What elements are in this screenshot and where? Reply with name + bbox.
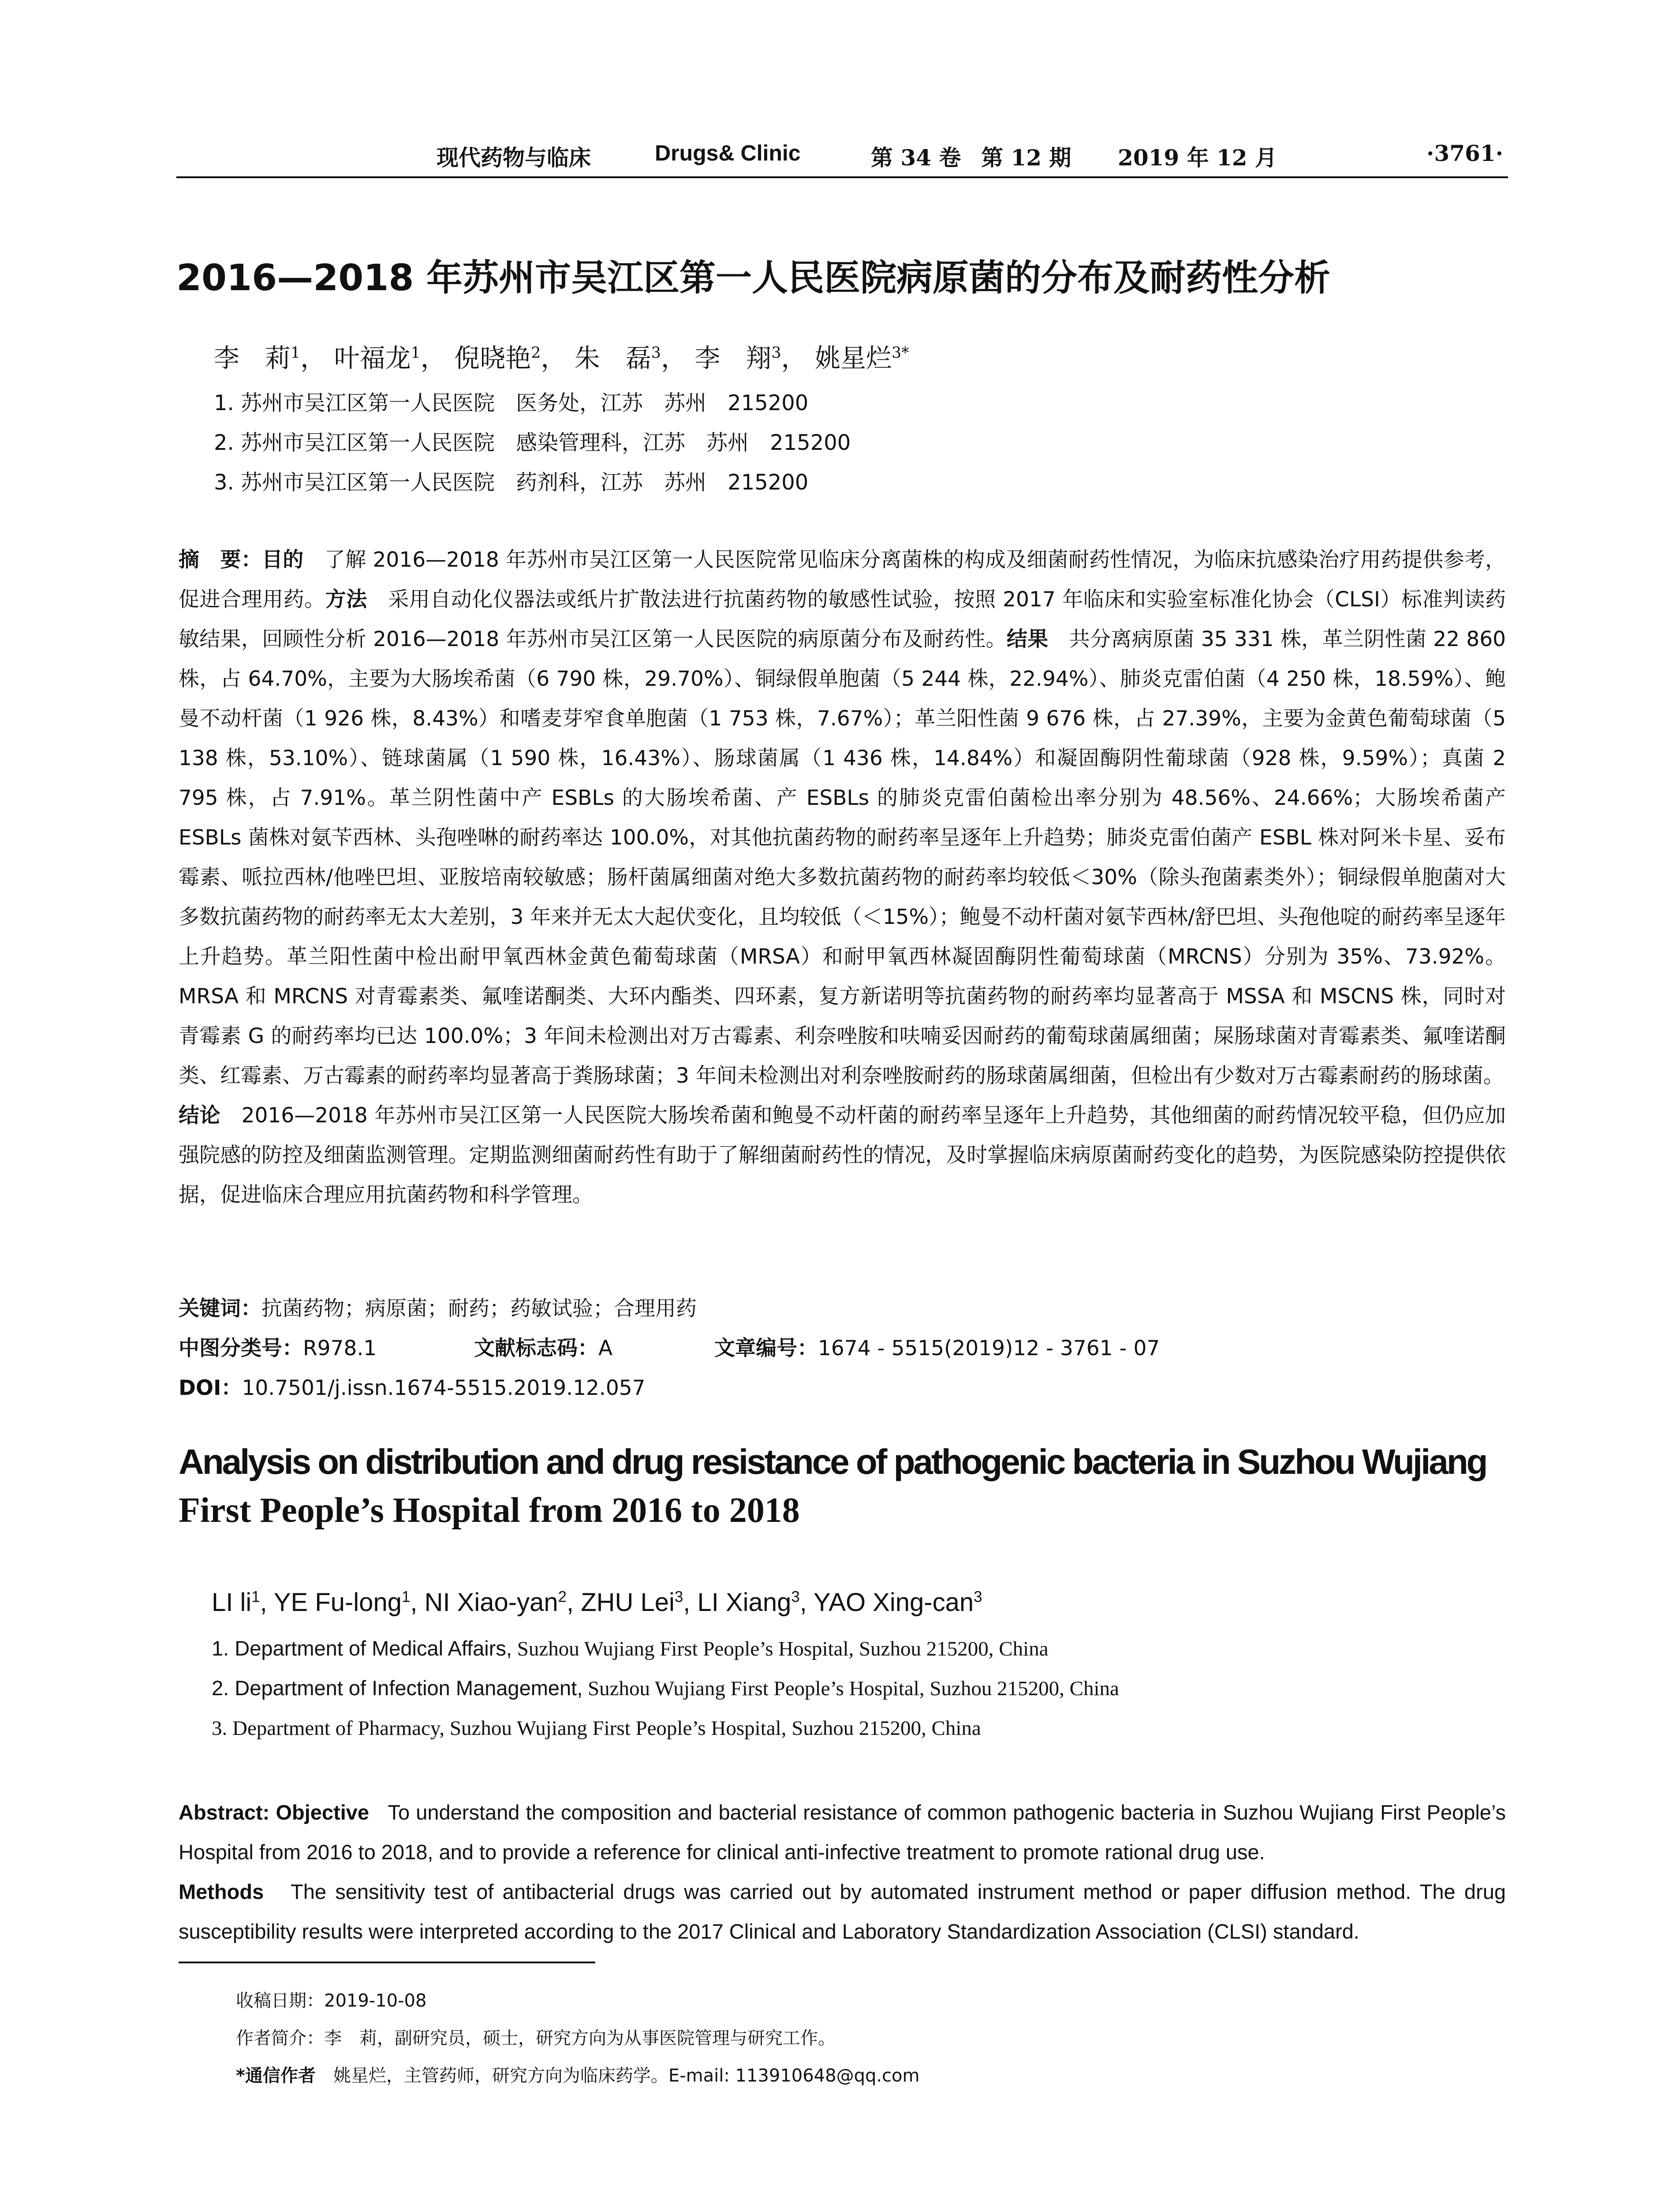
abstract-cn	[179, 540, 1506, 1215]
methods-label: 方法	[325, 587, 367, 612]
author-list-cn: 李 莉$^1$， 叶福龙$^1$， 倪晓艳$^2$， 朱 磊$^3$， 李 翔$^3$， 姚星烂$^{3*}$	[214, 343, 909, 373]
header-rule	[176, 176, 1508, 178]
article-number-label: 文章编号：	[714, 1336, 818, 1360]
corresponding-text: 姚星烂，主管药师，研究方向为临床药学。E-mail: 113910648@qq.com	[315, 2066, 920, 2086]
article-title-en	[179, 1438, 1506, 1535]
affiliation-rest: 3. Department of Pharmacy, Suzhou Wujiang First People’s Hospital, Suzhou 215200, China	[212, 1717, 981, 1740]
affiliation-dept: 2. Department of Infection Management,	[212, 1676, 583, 1700]
methods-text: The sensitivity test of antibacterial drugs was carried out by automated instrument method or paper diffusion method. The drug susceptibility results were interpreted according to the 2017 Clinical and Laboratory Standardization Association (CLSI) standard.	[179, 1880, 1506, 1943]
methods-label: Methods	[179, 1880, 264, 1903]
document-code-label: 文献标志码：	[474, 1336, 598, 1360]
author-info: 作者简介：李 莉，副研究员，硕士，研究方向为从事医院管理与研究工作。	[236, 2028, 836, 2048]
author-affiliation-mark: 1	[251, 1588, 260, 1606]
title-en-line: Analysis on distribution and drug resistance of pathogenic bacteria in Suzhou Wujiang	[179, 1442, 1486, 1481]
article-number: 1674 - 5515(2019)12 - 3761 - 07	[818, 1336, 1160, 1360]
journal-name-en: Drugs& Clinic	[655, 141, 801, 165]
author-affiliation-mark: 1	[411, 344, 421, 362]
objective-label: Objective	[276, 1801, 370, 1824]
abstract-label: 摘 要：	[179, 548, 262, 572]
doi-label: DOI：	[179, 1376, 242, 1400]
keywords-label: 关键词：	[179, 1297, 261, 1321]
author-affiliation-mark: 3*	[891, 344, 909, 362]
author-affiliation-mark: 1	[401, 1588, 411, 1606]
author-list-en: LI $li^1$, YE Fu-long$^1$, NI Xiao-yan$^2$, ZHU Lei$^3$, LI Xiang$^3$, YAO Xing-can$^3$	[212, 1588, 982, 1617]
page-number: ·3761·	[1426, 140, 1503, 166]
results-label: 结果	[1006, 627, 1049, 651]
keywords-cn	[179, 1292, 697, 1322]
author-affiliation-mark: 1	[291, 344, 301, 362]
title-en-line: First People’s Hospital from 2016 to 2018	[179, 1491, 800, 1530]
affiliation-rest: Suzhou Wujiang First People’s Hospital, Suzhou 215200, China	[511, 1637, 1049, 1660]
affiliation-cn: 1. 苏州市吴江区第一人民医院 医务处，江苏 苏州 215200	[214, 391, 809, 415]
affiliation-cn: 3. 苏州市吴江区第一人民医院 药剂科，江苏 苏州 215200	[214, 470, 809, 495]
abstract-label: Abstract:	[179, 1801, 270, 1824]
author-name: ZHU Lei	[581, 1588, 675, 1617]
author-name: LI Xiang	[697, 1588, 791, 1617]
author-affiliation-mark: 2	[531, 344, 541, 362]
affiliation-en	[212, 1676, 1119, 1700]
author-name: YAO Xing-can	[813, 1588, 974, 1617]
objective-text: 了解 2016—2018 年苏州市吴江区第一人民医院常见临床分离菌株的构成及细菌耐药性情况，为临床抗感染治疗用药提供参考，促进合理用药。	[179, 548, 1506, 612]
corresponding-label: *通信作者	[236, 2066, 316, 2086]
author-name: 叶福龙	[334, 343, 411, 373]
author-name: NI Xiao-yan	[424, 1588, 558, 1617]
affiliation-en	[212, 1715, 981, 1740]
conclusion-label: 结论	[179, 1103, 221, 1128]
document-code: A	[598, 1336, 613, 1360]
author-name: LI li	[212, 1588, 252, 1617]
author-affiliation-mark: 2	[558, 1588, 567, 1606]
author-name: 姚星烂	[814, 343, 892, 373]
author-name: 朱 磊	[574, 343, 651, 373]
received-date: 收稿日期：2019-10-08	[236, 1991, 427, 2011]
doi-row	[179, 1372, 646, 1401]
author-affiliation-mark: 3	[791, 1588, 800, 1606]
author-name: YE Fu-long	[273, 1588, 402, 1617]
affiliation-dept: 1. Department of Medical Affairs,	[212, 1637, 512, 1660]
affiliation-rest: Suzhou Wujiang First People’s Hospital, Suzhou 215200, China	[582, 1677, 1119, 1700]
objective-label: 目的	[262, 548, 304, 572]
conclusion-text: 2016—2018 年苏州市吴江区第一人民医院大肠埃希菌和鲍曼不动杆菌的耐药率呈逐年上升趋势，其他细菌的耐药情况较平稳，但仍应加强院感的防控及细菌监测管理。定期监测细菌耐药性有助于了解细菌耐药性的情况，及时掌握临床病原菌耐药变化的趋势，为医院感染防控提供依据，促进临床合理应用抗菌药物和科学管理。	[179, 1103, 1506, 1207]
clc-label: 中图分类号：	[179, 1336, 303, 1360]
article-title-cn: 2016—2018 年苏州市吴江区第一人民医院病原菌的分布及耐药性分析	[176, 257, 1330, 299]
author-affiliation-mark: 3	[974, 1588, 982, 1606]
keywords-value: 抗菌药物；病原菌；耐药；药敏试验；合理用药	[261, 1297, 697, 1321]
author-affiliation-mark: 3	[674, 1588, 683, 1606]
doi-value: 10.7501/j.issn.1674-5515.2019.12.057	[242, 1376, 646, 1400]
objective-text: To understand the composition and bacterial resistance of common pathogenic bacteria in Suzhou Wujiang First People’s Hospital from 2016 to 2018, and to provide a reference for clinical anti-infective treatment to promote rational drug use.	[179, 1801, 1506, 1864]
journal-name-cn: 现代药物与临床	[437, 145, 591, 171]
author-affiliation-mark: 3	[771, 344, 781, 362]
issue: 第 12 期	[981, 145, 1071, 171]
running-header	[176, 140, 1508, 180]
author-name: 倪晓艳	[454, 343, 531, 373]
corresponding-author	[236, 2062, 920, 2087]
classification-row	[179, 1332, 1506, 1363]
issue-date: 2019 年 12 月	[1118, 145, 1277, 171]
volume: 第 34 卷	[871, 145, 961, 171]
footnote-rule	[179, 1962, 595, 1963]
methods-text: 采用自动化仪器法或纸片扩散法进行抗菌药物的敏感性试验，按照 2017 年临床和实验室标准化协会（CLSI）标准判读药敏结果，回顾性分析 2016—2018 年苏州市吴江区第一人民医院的病原菌分布及耐药性。	[179, 587, 1506, 651]
author-affiliation-mark: 3	[651, 344, 661, 362]
abstract-en	[179, 1793, 1506, 1951]
author-name: 李 翔	[694, 343, 772, 373]
affiliation-cn: 2. 苏州市吴江区第一人民医院 感染管理科，江苏 苏州 215200	[214, 430, 851, 455]
clc-code: R978.1	[303, 1336, 377, 1360]
author-name: 李 莉	[214, 343, 291, 373]
affiliation-en	[212, 1636, 1049, 1661]
results-text: 共分离病原菌 35 331 株，革兰阴性菌 22 860 株，占 64.70%，主要为大肠埃希菌（6 790 株，29.70%）、铜绿假单胞菌（5 244 株，22.94%）、肺炎克雷伯菌（4 250 株，18.59%）、鲍曼不动杆菌（1 926 株，8.43%）和嗜麦芽窄食单胞菌（1 753 株，7.67%）；革兰阳性菌 9 676 株，占 27.39%，主要为金黄色葡萄球菌（5 138 株，53.10%）、链球菌属（1 590 株，16.43%）、肠球菌属（1 436 株，14.84%）和凝固酶阴性葡球菌（928 株，9.59%）；真菌 2 795 株，占 7.91%。革兰阴性菌中产 ESBLs 的大肠埃希菌、产 ESBLs 的肺炎克雷伯菌检出率分别为 48.56%、24.66%；大肠埃希菌产 ESBLs 菌株对氨苄西林、头孢唑啉的耐药率达 100.0%，对其他抗菌药物的耐药率呈逐年上升趋势；肺炎克雷伯菌产 ESBL 株对阿米卡星、妥布霉素、哌拉西林/他唑巴坦、亚胺培南较敏感；肠杆菌属细菌对绝大多数抗菌药物的耐药率均较低＜30%（除头孢菌素类外）；铜绿假单胞菌对大多数抗菌药物的耐药率无太大差别，3 年来并无太大起伏变化，且均较低（＜15%）；鲍曼不动杆菌对氨苄西林/舒巴坦、头孢他啶的耐药率呈逐年上升趋势。革兰阳性菌中检出耐甲氧西林金黄色葡萄球菌（MRSA）和耐甲氧西林凝固酶阴性葡萄球菌（MRCNS）分别为 35%、73.92%。MRSA 和 MRCNS 对青霉素类、氟喹诺酮类、大环内酯类、四环素，复方新诺明等抗菌药物的耐药率均显著高于 MSSA 和 MSCNS 株，同时对青霉素 G 的耐药率均已达 100.0%；3 年间未检测出对万古霉素、利奈唑胺和呋喃妥因耐药的葡萄球菌属细菌；屎肠球菌对青霉素类、氟喹诺酮类、红霉素、万古霉素的耐药率均显著高于粪肠球菌；3 年间未检测出对利奈唑胺耐药的肠球菌属细菌，但检出有少数对万古霉素耐药的肠球菌。	[179, 627, 1506, 1088]
